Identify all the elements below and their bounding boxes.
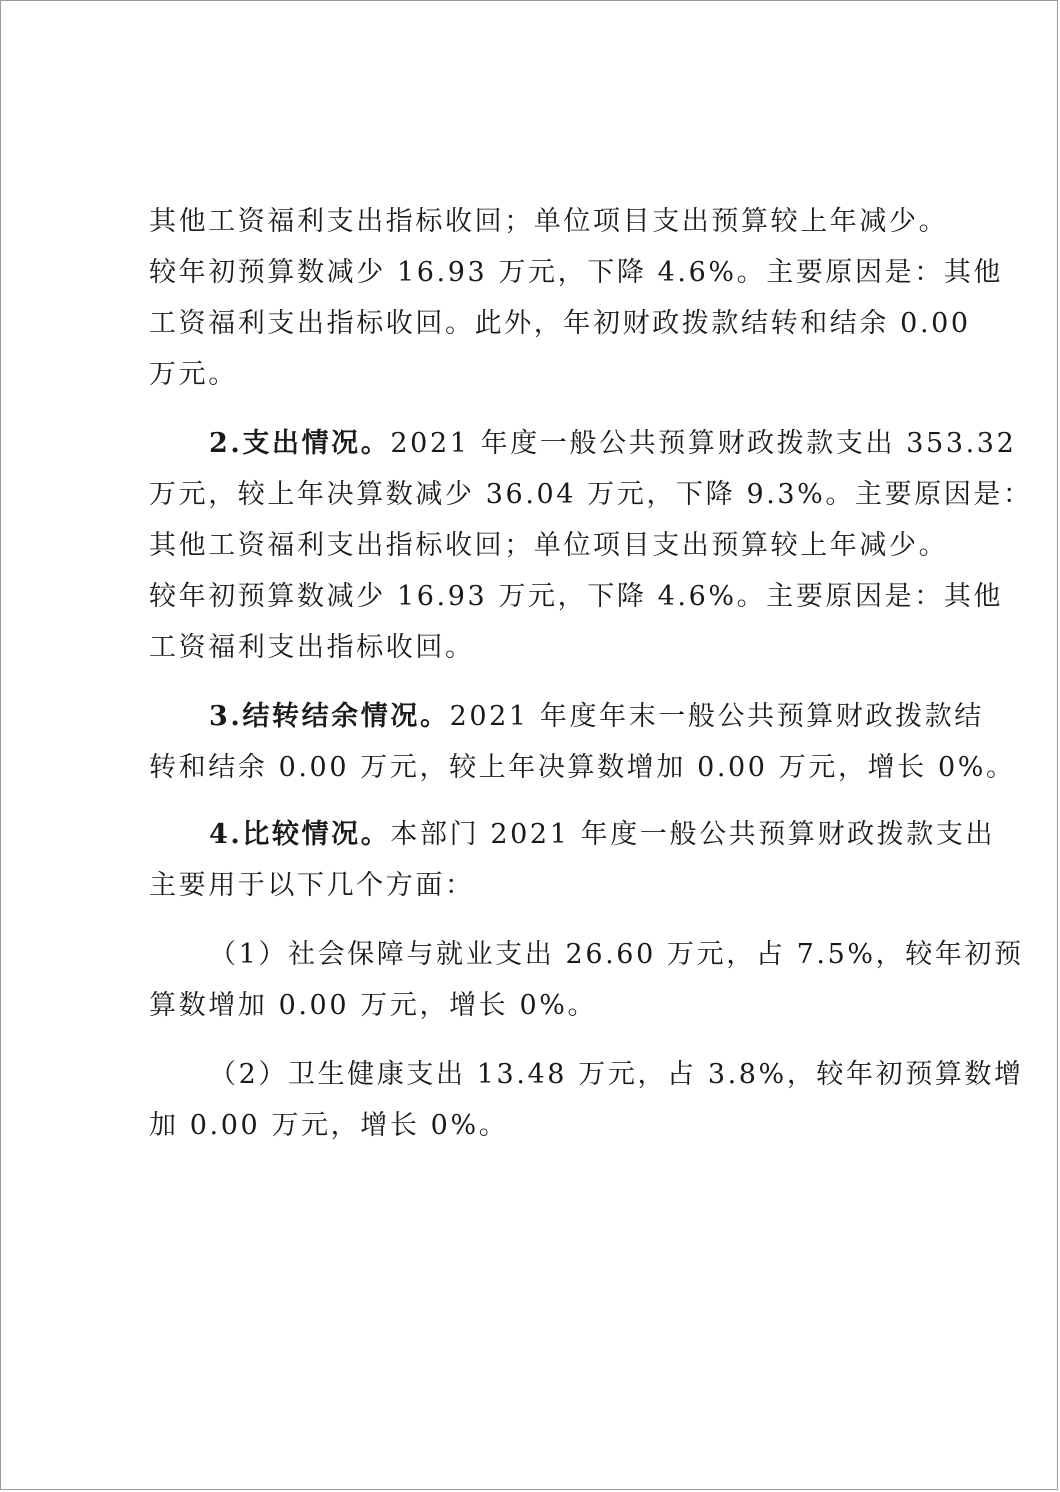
paragraph-carryover — [149, 691, 1016, 793]
text-line: 万元，较上年决算数减少 36.04 万元，下降 9.3%。主要原因是： — [149, 479, 1033, 510]
text-line: 算数增加 0.00 万元，增长 0%。 — [149, 990, 598, 1021]
text-line: 较年初预算数减少 16.93 万元，下降 4.6%。主要原因是：其他 — [149, 257, 1004, 288]
text-line: 加 0.00 万元，增长 0%。 — [149, 1110, 509, 1141]
text-line — [149, 809, 996, 860]
paragraph-comparison — [149, 809, 996, 911]
text-line — [149, 691, 984, 742]
text-line: 转和结余 0.00 万元，较上年决算数增加 0.00 万元，增长 0%。 — [149, 752, 1016, 783]
text-fragment: 2021 年度年末一般公共预算财政拨款结 — [449, 701, 984, 732]
section-heading-carryover: 3.结转结余情况。 — [209, 701, 450, 732]
text-line: 主要用于以下几个方面： — [149, 870, 475, 901]
text-line: 工资福利支出指标收回。此外，年初财政拨款结转和结余 0.00 — [149, 308, 971, 339]
paragraph-expenditure — [149, 418, 1033, 673]
text-line: 较年初预算数减少 16.93 万元，下降 4.6%。主要原因是：其他 — [149, 581, 1004, 612]
text-line: 其他工资福利支出指标收回；单位项目支出预算较上年减少。 — [149, 206, 949, 237]
text-line: 其他工资福利支出指标收回；单位项目支出预算较上年减少。 — [149, 530, 949, 561]
paragraph-item-1 — [149, 929, 1024, 1031]
text-line — [149, 418, 1017, 469]
text-line: 万元。 — [149, 359, 238, 390]
section-heading-expenditure: 2.支出情况。 — [209, 428, 391, 459]
document-body — [149, 196, 1033, 1151]
text-line: （2）卫生健康支出 13.48 万元，占 3.8%，较年初预算数增 — [209, 1059, 1024, 1090]
section-heading-comparison: 4.比较情况。 — [209, 819, 391, 850]
paragraph-item-2 — [149, 1049, 1024, 1151]
text-line: 工资福利支出指标收回。 — [149, 632, 475, 663]
paragraph-continuation — [149, 196, 1004, 400]
text-fragment: 本部门 2021 年度一般公共预算财政拨款支出 — [390, 819, 996, 850]
text-line: （1）社会保障与就业支出 26.60 万元，占 7.5%，较年初预 — [209, 939, 1024, 970]
text-fragment: 2021 年度一般公共预算财政拨款支出 353.32 — [390, 428, 1017, 459]
